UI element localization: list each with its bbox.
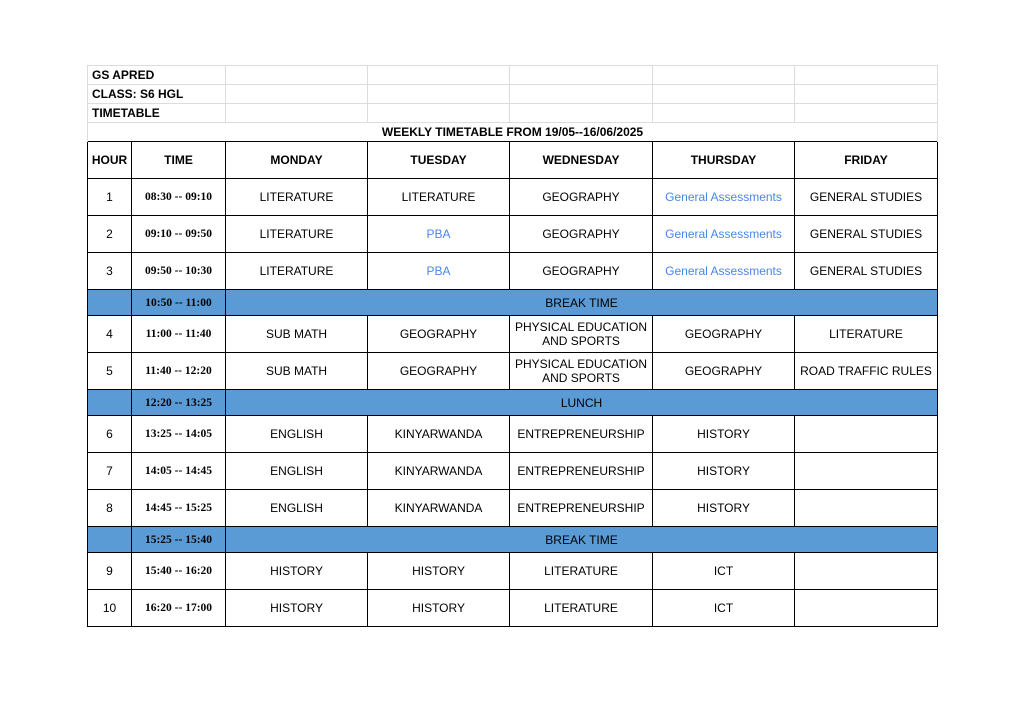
table-row [88, 490, 938, 527]
lunch-row [88, 390, 938, 416]
wednesday-cell: ENTREPRENEURSHIP [510, 416, 653, 453]
monday-cell: SUB MATH [226, 316, 368, 353]
tuesday-cell: KINYARWANDA [368, 416, 510, 453]
friday-cell: LITERATURE [795, 316, 938, 353]
hour-cell: 7 [88, 453, 132, 490]
class-row [88, 85, 938, 104]
hour-cell: 2 [88, 216, 132, 253]
break-row [88, 527, 938, 553]
monday-cell: LITERATURE [226, 216, 368, 253]
wednesday-cell: LITERATURE [510, 590, 653, 627]
timetable-sheet [87, 65, 937, 627]
class-label: CLASS: S6 HGL [88, 85, 226, 104]
timetable [87, 65, 938, 627]
tuesday-cell: KINYARWANDA [368, 490, 510, 527]
hour-cell: 6 [88, 416, 132, 453]
friday-cell [795, 490, 938, 527]
hour-cell: 8 [88, 490, 132, 527]
header-monday: MONDAY [226, 142, 368, 179]
thursday-cell: General Assessments [653, 216, 795, 253]
thursday-cell: HISTORY [653, 453, 795, 490]
monday-cell: HISTORY [226, 553, 368, 590]
table-row [88, 590, 938, 627]
school-name: GS APRED [88, 66, 226, 85]
wednesday-cell: LITERATURE [510, 553, 653, 590]
header-wednesday: WEDNESDAY [510, 142, 653, 179]
tuesday-cell: HISTORY [368, 590, 510, 627]
doc-type: TIMETABLE [88, 104, 226, 123]
table-row [88, 253, 938, 290]
tuesday-cell: GEOGRAPHY [368, 316, 510, 353]
hour-cell: 1 [88, 179, 132, 216]
header-time: TIME [132, 142, 226, 179]
break-time-cell: 15:25 -- 15:40 [132, 527, 226, 553]
friday-cell: GENERAL STUDIES [795, 253, 938, 290]
table-row [88, 416, 938, 453]
thursday-cell: General Assessments [653, 179, 795, 216]
time-cell: 13:25 -- 14:05 [132, 416, 226, 453]
wednesday-cell: PHYSICAL EDUCATION AND SPORTS [510, 316, 653, 353]
time-cell: 09:10 -- 09:50 [132, 216, 226, 253]
friday-cell: ROAD TRAFFIC RULES [795, 353, 938, 390]
timetable-title: WEEKLY TIMETABLE FROM 19/05--16/06/2025 [88, 123, 938, 142]
time-cell: 16:20 -- 17:00 [132, 590, 226, 627]
friday-cell [795, 416, 938, 453]
wednesday-cell: GEOGRAPHY [510, 216, 653, 253]
header-tuesday: TUESDAY [368, 142, 510, 179]
hour-cell: 10 [88, 590, 132, 627]
thursday-cell: HISTORY [653, 490, 795, 527]
break-row [88, 290, 938, 316]
time-cell: 15:40 -- 16:20 [132, 553, 226, 590]
time-cell: 11:40 -- 12:20 [132, 353, 226, 390]
friday-cell: GENERAL STUDIES [795, 179, 938, 216]
header-hour: HOUR [88, 142, 132, 179]
tuesday-cell: HISTORY [368, 553, 510, 590]
table-row [88, 553, 938, 590]
break-time-cell: 10:50 -- 11:00 [132, 290, 226, 316]
monday-cell: HISTORY [226, 590, 368, 627]
hour-cell: 9 [88, 553, 132, 590]
monday-cell: LITERATURE [226, 253, 368, 290]
header-thursday: THURSDAY [653, 142, 795, 179]
friday-cell [795, 453, 938, 490]
break-label: BREAK TIME [226, 527, 938, 553]
thursday-cell: HISTORY [653, 416, 795, 453]
tuesday-cell: GEOGRAPHY [368, 353, 510, 390]
tuesday-cell: PBA [368, 253, 510, 290]
wednesday-cell: ENTREPRENEURSHIP [510, 490, 653, 527]
table-row [88, 353, 938, 390]
friday-cell [795, 590, 938, 627]
time-cell: 08:30 -- 09:10 [132, 179, 226, 216]
hour-cell: 5 [88, 353, 132, 390]
friday-cell: GENERAL STUDIES [795, 216, 938, 253]
thursday-cell: GEOGRAPHY [653, 353, 795, 390]
doc-type-row [88, 104, 938, 123]
break-label: BREAK TIME [226, 290, 938, 316]
table-row [88, 179, 938, 216]
monday-cell: ENGLISH [226, 453, 368, 490]
wednesday-cell: ENTREPRENEURSHIP [510, 453, 653, 490]
monday-cell: LITERATURE [226, 179, 368, 216]
monday-cell: ENGLISH [226, 490, 368, 527]
time-cell: 09:50 -- 10:30 [132, 253, 226, 290]
thursday-cell: GEOGRAPHY [653, 316, 795, 353]
time-cell: 14:45 -- 15:25 [132, 490, 226, 527]
tuesday-cell: PBA [368, 216, 510, 253]
table-row [88, 316, 938, 353]
thursday-cell: ICT [653, 553, 795, 590]
tuesday-cell: LITERATURE [368, 179, 510, 216]
lunch-time-cell: 12:20 -- 13:25 [132, 390, 226, 416]
time-cell: 11:00 -- 11:40 [132, 316, 226, 353]
lunch-label: LUNCH [226, 390, 938, 416]
monday-cell: ENGLISH [226, 416, 368, 453]
header-friday: FRIDAY [795, 142, 938, 179]
thursday-cell: ICT [653, 590, 795, 627]
school-row [88, 66, 938, 85]
monday-cell: SUB MATH [226, 353, 368, 390]
time-cell: 14:05 -- 14:45 [132, 453, 226, 490]
wednesday-cell: GEOGRAPHY [510, 179, 653, 216]
friday-cell [795, 553, 938, 590]
hour-cell: 3 [88, 253, 132, 290]
title-row [88, 123, 938, 142]
thursday-cell: General Assessments [653, 253, 795, 290]
wednesday-cell: GEOGRAPHY [510, 253, 653, 290]
hour-cell: 4 [88, 316, 132, 353]
tuesday-cell: KINYARWANDA [368, 453, 510, 490]
column-header-row [88, 142, 938, 179]
table-row [88, 216, 938, 253]
table-row [88, 453, 938, 490]
wednesday-cell: PHYSICAL EDUCATION AND SPORTS [510, 353, 653, 390]
